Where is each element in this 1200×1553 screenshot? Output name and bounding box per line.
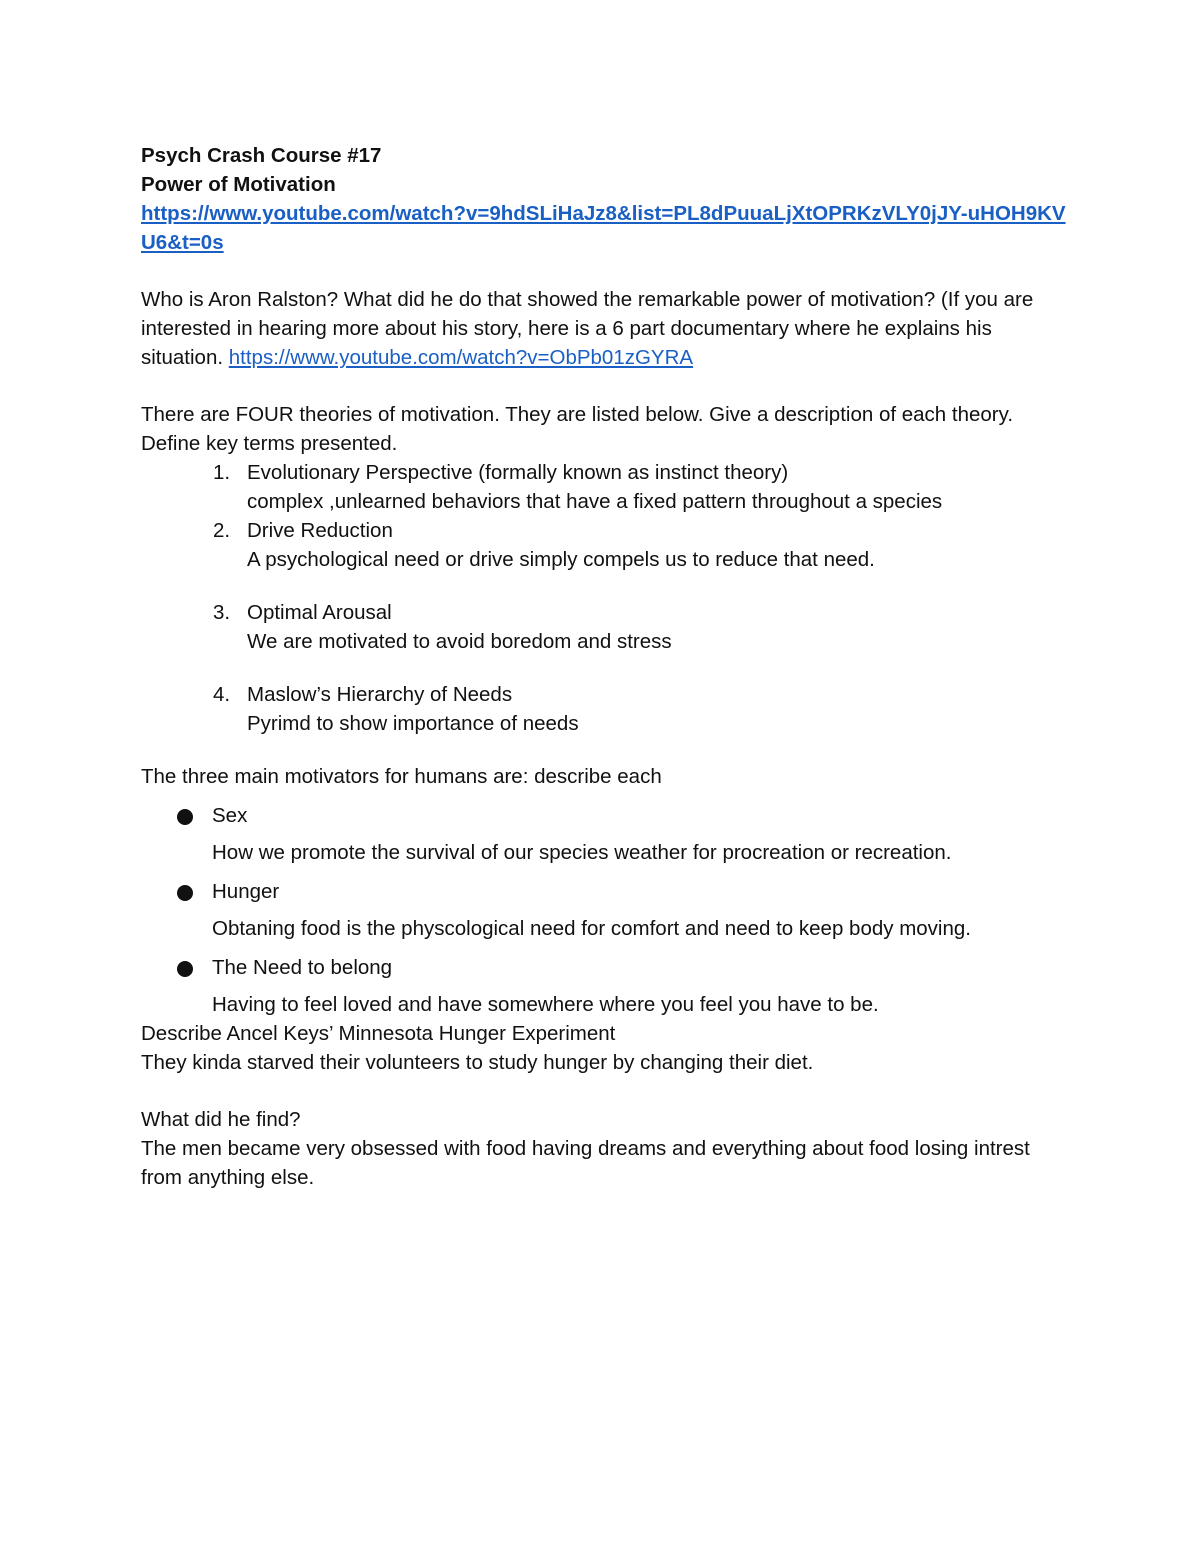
- spacer: [141, 656, 1071, 680]
- theory-name: Optimal Arousal: [247, 601, 392, 624]
- document-body: [141, 141, 1071, 1192]
- theory-name: Drive Reduction: [247, 519, 393, 542]
- theory-description: complex ,unlearned behaviors that have a fixed pattern throughout a species: [247, 490, 943, 513]
- question-findings: What did he find?: [141, 1108, 301, 1131]
- answer-hunger-experiment: They kinda starved their volunteers to study hunger by changing their diet.: [141, 1051, 814, 1074]
- motivator-description: Obtaning food is the physcological need for comfort and need to keep body moving.: [212, 917, 971, 940]
- motivator-name: Sex: [212, 804, 248, 827]
- theory-item: [141, 516, 1071, 574]
- motivators-list: [141, 801, 1071, 1019]
- document-title: Psych Crash Course #17: [141, 144, 382, 167]
- motivator-item: [141, 953, 1071, 1019]
- documentary-link[interactable]: https://www.youtube.com/watch?v=ObPb01zGYRA: [228, 346, 694, 369]
- motivator-item: [141, 877, 1071, 943]
- motivator-description: Having to feel loved and have somewhere where you feel you have to be.: [212, 993, 879, 1016]
- theory-item: [141, 458, 1071, 516]
- theory-description: We are motivated to avoid boredom and stress: [247, 630, 672, 653]
- theories-intro: There are FOUR theories of motivation. They are listed below. Give a description of each theory. Define key terms presented.: [141, 403, 1014, 455]
- motivator-name: Hunger: [212, 880, 280, 903]
- motivator-description: How we promote the survival of our species weather for procreation or recreation.: [212, 841, 952, 864]
- spacer: [141, 574, 1071, 598]
- motivators-intro: The three main motivators for humans are: describe each: [141, 765, 662, 788]
- theory-number: 4.: [213, 683, 231, 706]
- theory-name: Evolutionary Perspective (formally known as instinct theory): [247, 461, 789, 484]
- bullet-icon: [177, 809, 193, 825]
- motivator-item: [141, 801, 1071, 867]
- theory-number: 3.: [213, 601, 231, 624]
- document-subtitle: Power of Motivation: [141, 173, 336, 196]
- theory-item: [141, 680, 1071, 738]
- theory-item: [141, 598, 1071, 656]
- bullet-icon: [177, 961, 193, 977]
- theory-description: Pyrimd to show importance of needs: [247, 712, 579, 735]
- answer-findings: The men became very obsessed with food having dreams and everything about food losing intrest from anything else.: [141, 1137, 1030, 1189]
- video-link[interactable]: https://www.youtube.com/watch?v=9hdSLiHaJz8&list=PL8dPuuaLjXtOPRKzVLY0jJY-uHOH9KVU6&t=0s: [141, 202, 1066, 254]
- question-hunger-experiment: Describe Ancel Keys’ Minnesota Hunger Experiment: [141, 1022, 616, 1045]
- theories-list: [141, 458, 1071, 738]
- theory-name: Maslow’s Hierarchy of Needs: [247, 683, 513, 706]
- motivator-name: The Need to belong: [212, 956, 393, 979]
- theory-number: 2.: [213, 519, 231, 542]
- bullet-icon: [177, 885, 193, 901]
- theory-number: 1.: [213, 461, 231, 484]
- theory-description: A psychological need or drive simply compels us to reduce that need.: [247, 548, 875, 571]
- question-aron-ralston: [141, 285, 1071, 372]
- video-link-line: [141, 199, 1071, 257]
- question-aron-ralston-text: Who is Aron Ralston? What did he do that showed the remarkable power of motivation? (If you are interested in hearing more about his story, here is a 6 part documentary where he explains his situation.: [141, 288, 1034, 369]
